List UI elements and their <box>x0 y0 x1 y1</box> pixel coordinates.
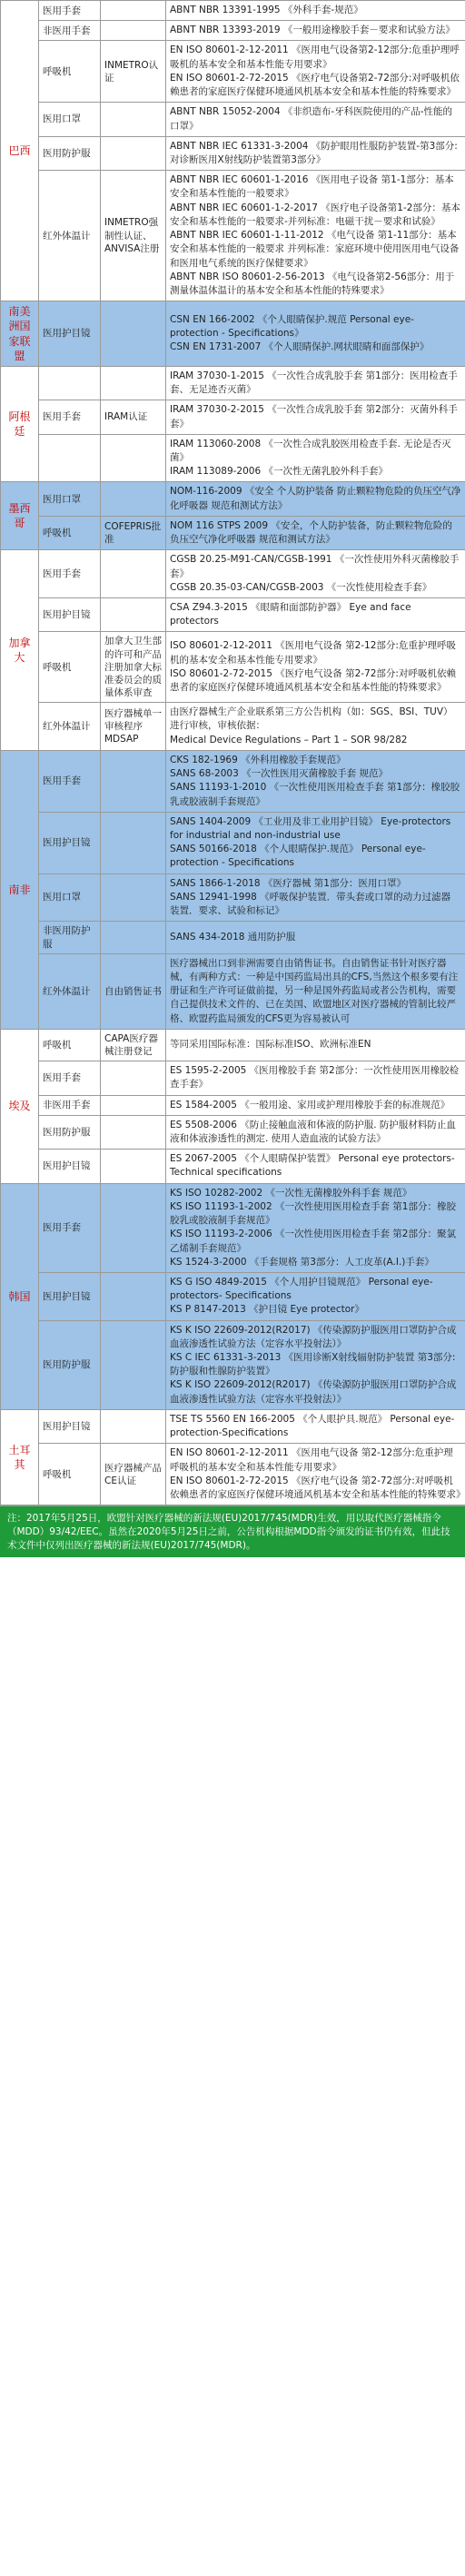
product-cell: 医用护目镜 <box>39 812 101 873</box>
product-cell: 医用防护服 <box>39 1320 101 1409</box>
standard-entry: SANS 1866-1-2018 《医疗器械 第1部分：医用口罩》 <box>170 877 406 889</box>
certification-cell <box>101 301 166 367</box>
table-row <box>1 1061 465 1095</box>
table-row <box>1 136 465 170</box>
standard-entry: ES 5508-2006 《防止接触血液和体液的防护服. 防护服材料防止血液和体液渗透性的测定. 使用人造血液的试验方法》 <box>170 1119 456 1144</box>
standards-cell <box>166 922 465 953</box>
footnote: 注：2017年5月25日，欧盟针对医疗器械的新法规(EU)2017/745(MDR)生效，用以取代医疗器械指令（MDD）93/42/EEC。虽然在2020年5月25日之前，公告机构根据MDD指令颁发的证书仍有效，但此技术文件中仅列出医疗器械的新法规(EU)2017/745(MDR)。 <box>0 1505 465 1557</box>
table-row <box>1 366 465 400</box>
table-row <box>1 482 465 516</box>
standard-entry: ES 1584-2005 《一般用途、家用或护理用橡胶手套的标准规范》 <box>170 1099 450 1110</box>
table-row <box>1 434 465 482</box>
standards-cell <box>166 1061 465 1095</box>
standard-entry: NOM 116 STPS 2009 《安全，个人防护装备，防止颗粒物危险的负压空气净化呼吸器 规范和测试方法》 <box>170 519 452 546</box>
certification-cell <box>101 482 166 516</box>
standard-entry: CGSB 20.25-M91-CAN/CGSB-1991 《一次性使用外科灭菌橡胶手套》 <box>170 554 460 579</box>
certification-cell <box>101 103 166 136</box>
country-cell: 埃及 <box>1 1029 39 1183</box>
product-cell: 医用口罩 <box>39 873 101 922</box>
standards-cell <box>166 171 465 301</box>
table-row <box>1 516 465 549</box>
table-row <box>1 1150 465 1183</box>
table-row <box>1 400 465 434</box>
certification-cell <box>101 812 166 873</box>
product-cell: 医用手套 <box>39 1 101 21</box>
table-row <box>1 550 465 598</box>
standard-entry: KS ISO 11193-2-2006 《一次性使用医用检查手套 第2部分：聚氯乙烯制手套规范》 <box>170 1229 456 1254</box>
country-cell: 土耳其 <box>1 1409 39 1505</box>
standard-entry: IRAM 113089-2006 《一次性无菌乳胶外科手套》 <box>170 466 388 478</box>
standard-entry: EN ISO 80601-2-12-2011 《医用电气设备 第2-12部分:危重护理呼吸机的基本安全和基本性能专用要求》 <box>170 1447 453 1473</box>
standards-cell <box>166 1029 465 1061</box>
standard-entry: ABNT NBR IEC 61331-3-2004 《防护眼用性服防护装置-第3部分:对诊断医用X射线防护装置第3部分》 <box>170 140 458 165</box>
product-cell: 医用手套 <box>39 1183 101 1272</box>
standards-cell <box>166 1115 465 1149</box>
standard-entry: ABNT NBR ISO 80601-2-56-2013 《电气设备第2-56部分：用于测量体温体温计的基本安全和基本性能的特殊要求》 <box>170 271 455 296</box>
table-row <box>1 953 465 1029</box>
product-cell: 非医用手套 <box>39 1095 101 1115</box>
certification-cell <box>101 597 166 631</box>
certification-cell <box>101 1061 166 1095</box>
standard-entry: KS K ISO 22609-2012(R2017) 《传染源防护服医用口罩防护合成血液渗透性试验方法（定容水平投射法）》 <box>170 1324 457 1349</box>
country-cell: 阿根廷 <box>1 366 39 482</box>
table-row <box>1 1444 465 1505</box>
standard-entry: 由医疗器械生产企业联系第三方公告机构（如：SGS、BSI、TUV）进行审核，审核依据： <box>170 706 453 732</box>
product-cell: 医用手套 <box>39 1061 101 1095</box>
certification-cell: 医疗器械单一审核程序 MDSAP <box>101 703 166 751</box>
product-cell: 医用防护服 <box>39 136 101 170</box>
standards-cell <box>166 550 465 598</box>
certification-cell <box>101 1409 166 1443</box>
standard-entry: IRAM 113060-2008 《一次性合成乳胶医用检查手套. 无论是否灭菌》 <box>170 438 451 463</box>
standards-cell <box>166 703 465 751</box>
certification-cell <box>101 21 166 41</box>
table-row <box>1 750 465 812</box>
standards-cell <box>166 366 465 400</box>
product-cell: 医用手套 <box>39 400 101 434</box>
standard-entry: KS C IEC 61331-3-2013 《医用诊断X射线辐射防护装置 第3部分:防护服和性腺防护装置》 <box>170 1352 456 1377</box>
table-row <box>1 21 465 41</box>
product-cell: 医用护目镜 <box>39 1272 101 1320</box>
standard-entry: SANS 68-2003 《一次性医用灭菌橡胶手套 规范》 <box>170 768 388 780</box>
standard-entry: SANS 11193-1-2010 《一次性使用医用检查手套 第1部分：橡胶胶乳或胶液制手套规范》 <box>170 782 460 807</box>
standards-cell <box>166 21 465 41</box>
standard-entry: KS P 8147-2013 《护目镜 Eye protector》 <box>170 1304 364 1316</box>
table-row <box>1 703 465 751</box>
certification-cell <box>101 1115 166 1149</box>
standard-entry: KS ISO 11193-1-2002 《一次性使用医用检查手套 第1部分：橡胶胶乳或胶液制手套规范》 <box>170 1200 456 1227</box>
country-cell: 巴西 <box>1 1 39 301</box>
certification-cell <box>101 1320 166 1409</box>
product-cell <box>39 366 101 400</box>
standard-entry: ABNT NBR 13391-1995 《外科手套-规范》 <box>170 5 363 15</box>
certification-cell <box>101 1150 166 1183</box>
standard-entry: EN ISO 80601-2-72-2015 《医疗电气设备 第2-72部分:对呼吸机依赖患者的家庭医疗保健环境通风机基本安全和基本性能的特殊要求》 <box>170 1475 465 1501</box>
certification-cell: 加拿大卫生部的许可和产品注册加拿大标准委员会的质量体系审查 <box>101 632 166 703</box>
standards-cell <box>166 516 465 549</box>
certification-cell <box>101 922 166 953</box>
certification-cell: IRAM认证 <box>101 400 166 434</box>
standards-cell <box>166 1409 465 1443</box>
standard-entry: KS K ISO 22609-2012(R2017) 《传染源防护服医用口罩防护合成血液渗透性试验方法（定容水平投射法）》 <box>170 1379 457 1405</box>
certification-cell: 医疗器械产品CE认证 <box>101 1444 166 1505</box>
country-cell: 墨西哥 <box>1 482 39 550</box>
table-row <box>1 301 465 367</box>
standard-entry: KS 1524-3-2000 《手套规格 第3部分：人工皮革(A.I.)手套》 <box>170 1256 434 1268</box>
certification-cell <box>101 1183 166 1272</box>
table-row <box>1 812 465 873</box>
standard-entry: ISO 80601-2-72-2015 《医疗电气设备 第2-72部分:对呼吸机依赖患者的家庭医疗保健环境通风机基本安全和基本性能的特殊要求》 <box>170 667 456 694</box>
product-cell: 医用防护服 <box>39 1115 101 1149</box>
standard-entry: NOM-116-2009 《安全 个人防护装备 防止颗粒物危险的负压空气净化呼吸器 规范和测试方法》 <box>170 486 461 511</box>
standards-cell <box>166 1183 465 1272</box>
standard-entry: TSE TS 5560 EN 166-2005 《个人眼护具.规范》 Personal eye-protection-Specifications <box>170 1413 455 1439</box>
standard-entry: ES 2067-2005 《个人眼睛保护装置》 Personal eye protectors-Technical specifications <box>170 1153 455 1179</box>
product-cell: 红外体温计 <box>39 703 101 751</box>
standard-entry: ABNT NBR 15052-2004 《非织造布-牙科医院使用的产品-性能的口罩》 <box>170 106 453 132</box>
certification-cell: 自由销售证书 <box>101 953 166 1029</box>
country-cell: 南非 <box>1 750 39 1029</box>
certification-cell <box>101 366 166 400</box>
standards-cell <box>166 482 465 516</box>
table-row <box>1 1183 465 1272</box>
product-cell: 红外体温计 <box>39 171 101 301</box>
standard-entry: ABNT NBR IEC 60601-1-2016 《医用电子设备 第1-1部分：基本安全和基本性能的一般要求》 <box>170 174 454 200</box>
table-row <box>1 1029 465 1061</box>
certification-cell <box>101 1 166 21</box>
standard-entry: ISO 80601-2-12-2011 《医用电气设备 第2-12部分:危重护理呼吸机的基本安全和基本性能专用要求》 <box>170 640 456 666</box>
table-row <box>1 41 465 103</box>
product-cell: 医用手套 <box>39 550 101 598</box>
product-cell: 医用口罩 <box>39 103 101 136</box>
standards-cell <box>166 597 465 631</box>
standards-cell <box>166 953 465 1029</box>
standard-entry: ES 1595-2-2005 《医用橡胶手套 第2部分：一次性使用医用橡胶检查手套》 <box>170 1065 460 1091</box>
standard-entry: IRAM 37030-1-2015 《一次性合成乳胶手套 第1部分：医用检查手套、无足迹否灭菌》 <box>170 370 458 396</box>
table-row <box>1 1272 465 1320</box>
product-cell: 呼吸机 <box>39 516 101 549</box>
standards-cell <box>166 1 465 21</box>
table-row <box>1 632 465 703</box>
standard-entry: ABNT NBR IEC 60601-1-11-2012 《电气设备 第1-11部分：基本安全和基本性能的一般要求 并列标准：家庭环境中使用医用电气设备和医用电气系统的医疗保健要求》 <box>170 230 460 269</box>
standard-entry: 医疗器械出口到非洲需要自由销售证书。自由销售证书针对医疗器械，有两种方式：一种是中国药监局出具的CFS,当然这个根多要有注册证和生产许可证做前提，另一种是国外药监局或者公告机构，需要自己提供技术文件的、已在美国、欧盟地区对医疗器械的管制比较严格、欧盟药监局颁发的CFS更为容易被认可 <box>170 957 459 1024</box>
table-row <box>1 873 465 922</box>
standard-entry: CSA Z94.3-2015 《眼睛和面部防护器》 Eye and face protectors <box>170 601 411 627</box>
certification-cell <box>101 434 166 482</box>
standards-cell <box>166 873 465 922</box>
table-row <box>1 1115 465 1149</box>
product-cell: 非医用防护服 <box>39 922 101 953</box>
product-cell: 呼吸机 <box>39 1029 101 1061</box>
standard-entry: SANS 434-2018 通用防护服 <box>170 931 296 943</box>
standard-entry: ABNT NBR 13393-2019 《一般用途橡胶手套－要求和试验方法》 <box>170 25 455 36</box>
product-cell: 医用护目镜 <box>39 1150 101 1183</box>
standards-cell <box>166 136 465 170</box>
certification-cell <box>101 1272 166 1320</box>
product-cell: 红外体温计 <box>39 953 101 1029</box>
standards-cell <box>166 1272 465 1320</box>
standard-entry: ABNT NBR IEC 60601-1-2-2017 《医疗电子设备第1-2部分：基本安全和基本性能的一般要求-并列标准：电磁干扰－要求和试验》 <box>170 202 460 227</box>
product-cell: 医用口罩 <box>39 482 101 516</box>
standard-entry: KS ISO 10282-2002 《一次性无菌橡胶外科手套 规范》 <box>170 1187 412 1199</box>
product-cell <box>39 434 101 482</box>
product-cell: 呼吸机 <box>39 632 101 703</box>
certification-cell <box>101 136 166 170</box>
standards-cell <box>166 103 465 136</box>
standard-entry: Medical Device Regulations – Part 1 – SOR 98/282 <box>170 734 408 745</box>
table-row <box>1 1320 465 1409</box>
country-cell: 南美洲国家联盟 <box>1 301 39 367</box>
certification-cell <box>101 1095 166 1115</box>
standard-entry: 等同采用国际标准：国际标准ISO、欧洲标准EN <box>170 1039 371 1051</box>
standards-cell <box>166 1095 465 1115</box>
product-cell: 呼吸机 <box>39 41 101 103</box>
standards-cell <box>166 301 465 367</box>
standard-entry: SANS 12941-1998 《呼吸保护装置．带头套或口罩的动力过滤器 装置．要求、试验和标记》 <box>170 891 451 917</box>
table-row <box>1 597 465 631</box>
certification-cell: INMETRO认证 <box>101 41 166 103</box>
country-cell: 加拿大 <box>1 550 39 751</box>
certification-cell <box>101 550 166 598</box>
standard-entry: SANS 1404-2009 《工业用及非工业用护目镜》 Eye-protectors for industrial and non-industrial use <box>170 815 451 842</box>
standard-entry: KS G ISO 4849-2015 《个人用护目镜规范》 Personal eye-protectors- Specifications <box>170 1276 433 1302</box>
standards-cell <box>166 812 465 873</box>
standards-cell <box>166 750 465 812</box>
table-row <box>1 1 465 21</box>
standard-entry: EN ISO 80601-2-72-2015 《医疗电气设备第2-72部分:对呼吸机依赖患者的家庭医疗保健环境通风机基本安全和基本性能的特殊要求》 <box>170 72 460 98</box>
table-row <box>1 1095 465 1115</box>
product-cell: 呼吸机 <box>39 1444 101 1505</box>
standard-entry: CKS 182-1969 《外科用橡胶手套规范》 <box>170 754 346 765</box>
product-cell: 医用手套 <box>39 750 101 812</box>
standard-entry: SANS 50166-2018 《个人眼睛保护.规范》 Personal eye-protection - Specifications <box>170 844 426 869</box>
certification-cell: CAPA医疗器械注册登记 <box>101 1029 166 1061</box>
product-cell: 医用护目镜 <box>39 597 101 631</box>
standard-entry: CSN EN 1731-2007 《个人眼睛保护.网状眼睛和面部保护》 <box>170 341 430 353</box>
certification-cell: COFEPRIS批准 <box>101 516 166 549</box>
certification-cell <box>101 750 166 812</box>
country-cell: 韩国 <box>1 1183 39 1409</box>
certification-cell: INMETRO强制性认证、ANVISA注册 <box>101 171 166 301</box>
standard-entry: IRAM 37030-2-2015 《一次性合成乳胶手套 第2部分：灭菌外科手套》 <box>170 404 458 429</box>
standard-entry: EN ISO 80601-2-12-2011 《医用电气设备第2-12部分:危重护理呼吸机的基本安全和基本性能专用要求》 <box>170 44 460 70</box>
standards-cell <box>166 41 465 103</box>
standards-cell <box>166 1150 465 1183</box>
standards-cell <box>166 1444 465 1505</box>
certification-cell <box>101 873 166 922</box>
table-row <box>1 922 465 953</box>
standard-entry: CSN EN 166-2002 《个人眼睛保护.规范 Personal eye-protection - Specifications》 <box>170 313 414 339</box>
table-row <box>1 171 465 301</box>
table-row <box>1 1409 465 1443</box>
product-cell: 医用护目镜 <box>39 1409 101 1443</box>
product-cell: 非医用手套 <box>39 21 101 41</box>
product-cell: 医用护目镜 <box>39 301 101 367</box>
standards-cell <box>166 434 465 482</box>
table-row <box>1 103 465 136</box>
standards-cell <box>166 1320 465 1409</box>
standards-cell <box>166 632 465 703</box>
standards-cell <box>166 400 465 434</box>
standard-entry: CGSB 20.35-03-CAN/CGSB-2003 《一次性使用检查手套》 <box>170 581 432 593</box>
